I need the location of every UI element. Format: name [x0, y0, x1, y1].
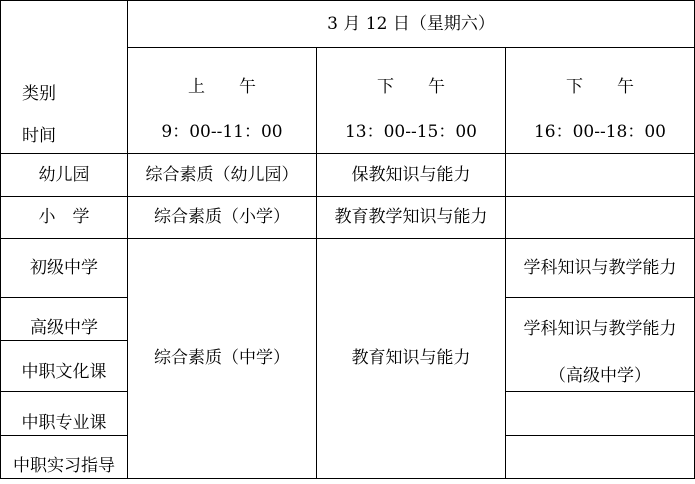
category-vocational-culture: 中职文化课	[21, 361, 107, 382]
subject3-junior-middle: 学科知识与教学能力	[523, 257, 677, 278]
subject2-secondary-merged: 教育知识与能力	[351, 348, 471, 368]
subject1-secondary-merged: 综合素质（中学）	[154, 348, 290, 368]
subject2-primary: 教育教学知识与能力	[334, 207, 488, 227]
subject3-primary	[506, 197, 694, 238]
category-label: 类别	[22, 84, 56, 104]
subject2-kindergarten: 保教知识与能力	[351, 164, 471, 185]
subject3-vocational-internship	[506, 436, 694, 478]
time-label: 时间	[22, 126, 56, 146]
subject3-vocational-professional	[506, 392, 694, 435]
session-1-period: 上 午	[188, 76, 256, 97]
category-junior-middle: 初级中学	[30, 257, 98, 278]
subject3-senior-high-line1: 学科知识与教学能力	[523, 318, 677, 339]
category-kindergarten: 幼儿园	[38, 164, 90, 185]
category-vocational-internship: 中职实习指导	[13, 455, 115, 476]
subject3-senior-high-line2: （高级中学）	[549, 365, 651, 386]
border-row3-right	[505, 297, 695, 298]
session-3-time: 16：00--18：00	[533, 121, 666, 142]
category-vocational-professional: 中职专业课	[21, 412, 107, 433]
session-1-time: 9：00--11：00	[161, 121, 283, 142]
exam-date: 3 月 12 日（星期六）	[327, 13, 495, 34]
session-3-period: 下 午	[566, 76, 634, 97]
border-header-date	[127, 47, 695, 48]
subject1-kindergarten: 综合素质（幼儿园）	[145, 164, 299, 185]
session-2-period: 下 午	[377, 76, 445, 97]
subject3-kindergarten	[506, 154, 694, 196]
category-primary: 小 学	[38, 207, 90, 227]
subject1-primary: 综合素质（小学）	[154, 207, 290, 227]
category-senior-high: 高级中学	[30, 317, 98, 338]
session-2-time: 13：00--15：00	[344, 121, 477, 142]
